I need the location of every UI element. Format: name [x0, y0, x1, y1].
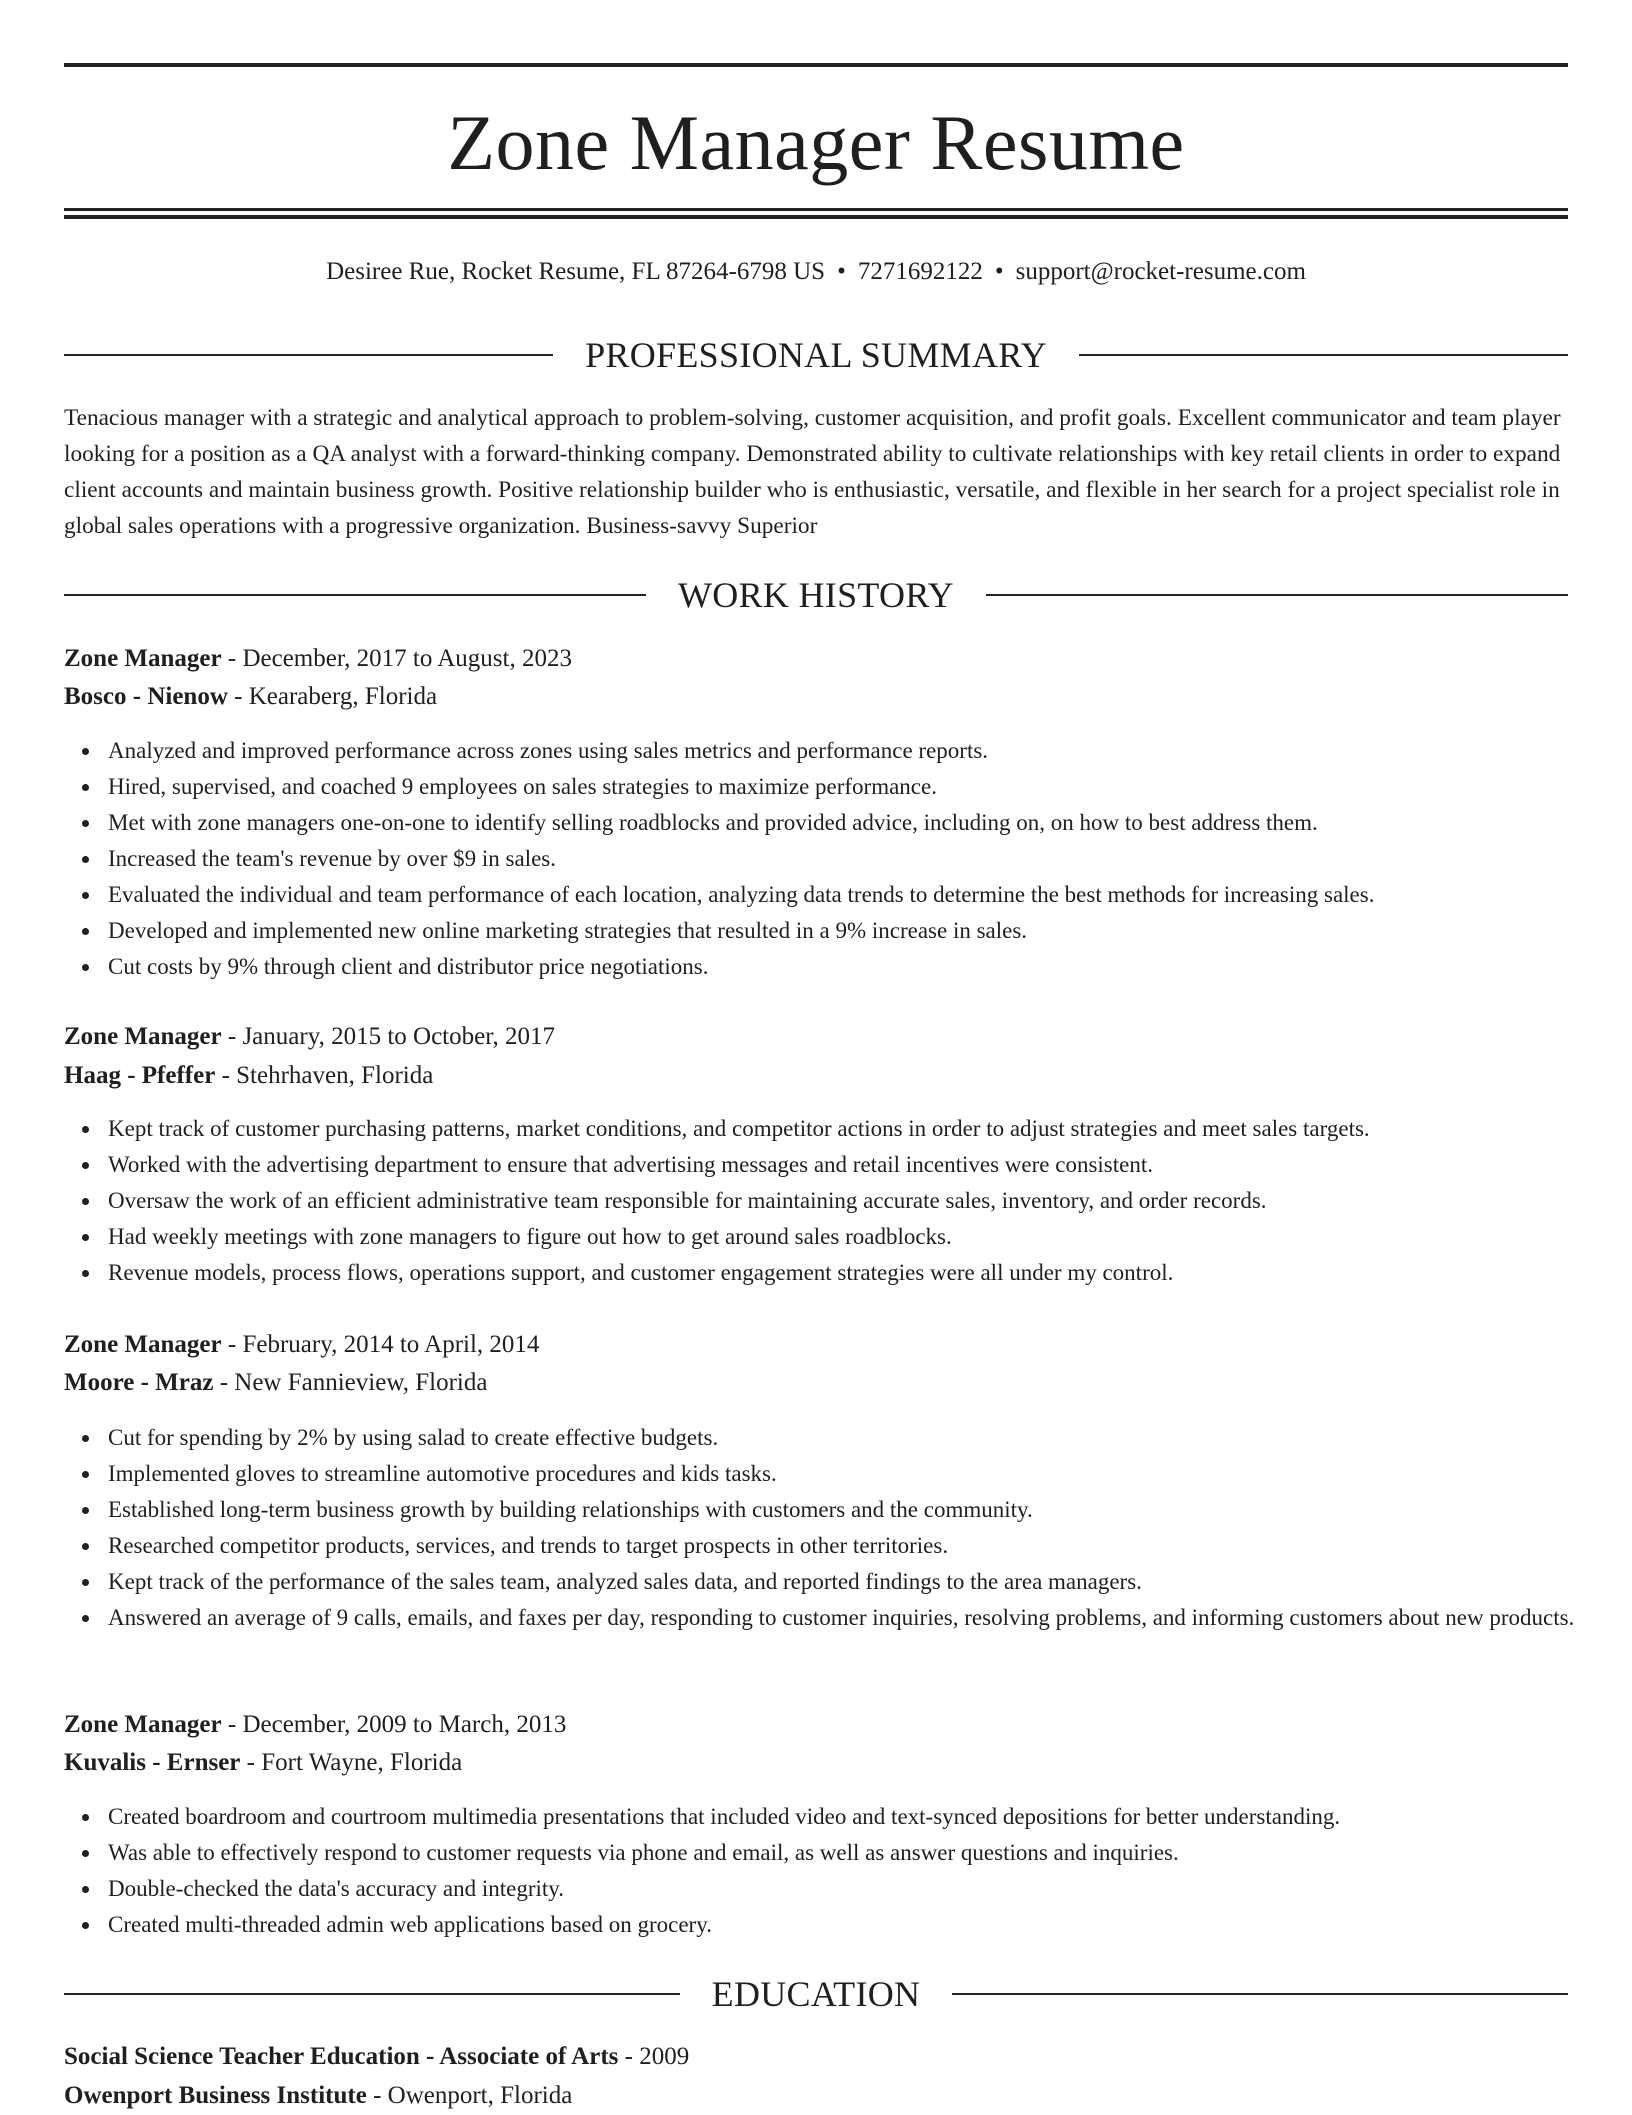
resume-title: Zone Manager Resume — [447, 99, 1185, 186]
divider — [952, 1993, 1568, 1995]
job-location: - Fort Wayne, Florida — [240, 1749, 463, 1776]
job-title-line — [64, 1706, 1568, 1744]
job-dates: - December, 2017 to August, 2023 — [221, 645, 572, 672]
section-title: WORK HISTORY — [678, 575, 954, 615]
job-title-line — [64, 1326, 1568, 1364]
summary-text: Tenacious manager with a strategic and analytical approach to problem-solving, customer acquisition, and profit goals. Excellent communicator and team player looking for a position as a QA analyst with a forward-thinking company. Demonstrated ability to cultivate relationships with key retail clients in order to expand client accounts and maintain business growth. Positive relationship builder who is enthusiastic, versatile, and flexible in her search for a project specialist role in global sales operations with a progressive organization. Business-savvy Superior — [64, 405, 1561, 539]
list-item: Analyzed and improved performance across zones using sales metrics and performance reports. — [108, 733, 1612, 769]
job-location: - Stehrhaven, Florida — [215, 1062, 434, 1089]
list-item: Answered an average of 9 calls, emails, and faxes per day, responding to customer inquiries, resolving problems, and informing customers about new products. — [108, 1600, 1612, 1636]
list-item: Cut for spending by 2% by using salad to create effective budgets. — [108, 1420, 1612, 1456]
list-item: Evaluated the individual and team performance of each location, analyzing data trends to determine the best methods for increasing sales. — [108, 877, 1612, 913]
job-dates: - February, 2014 to April, 2014 — [221, 1331, 540, 1358]
job-company-line — [64, 1364, 1568, 1402]
list-item: Met with zone managers one-on-one to identify selling roadblocks and provided advice, including on, on how to best address them. — [108, 805, 1612, 841]
summary-section-heading — [64, 333, 1568, 377]
job-company-line — [64, 678, 1568, 716]
contact-separator: • — [837, 258, 846, 285]
job-duties-list — [64, 1420, 1612, 1636]
work-history-heading — [64, 573, 1568, 617]
header-top-rule — [64, 63, 1568, 67]
divider — [1079, 354, 1568, 356]
list-item: Created boardroom and courtroom multimedia presentations that included video and text-synced depositions for better understanding. — [108, 1799, 1612, 1835]
header-rule-thin — [64, 208, 1568, 211]
job-duties-list — [64, 733, 1612, 985]
list-item: Had weekly meetings with zone managers to figure out how to get around sales roadblocks. — [108, 1219, 1612, 1255]
header-rule-bottom — [64, 215, 1568, 219]
list-item: Hired, supervised, and coached 9 employees on sales strategies to maximize performance. — [108, 769, 1612, 805]
job-company: Bosco - Nienow — [64, 683, 228, 710]
contact-address: Desiree Rue, Rocket Resume, FL 87264-6798 US — [326, 258, 826, 285]
job-title-line — [64, 640, 1568, 678]
section-title: PROFESSIONAL SUMMARY — [585, 335, 1047, 375]
list-item: Revenue models, process flows, operations support, and customer engagement strategies were all under my control. — [108, 1255, 1612, 1291]
job-company-line — [64, 1744, 1568, 1782]
job-location: - Kearaberg, Florida — [227, 683, 438, 710]
list-item: Was able to effectively respond to customer requests via phone and email, as well as answer questions and inquiries. — [108, 1835, 1612, 1871]
education-school: Owenport Business Institute — [64, 2082, 367, 2109]
divider — [64, 1993, 680, 1995]
education-school-line — [64, 2077, 1568, 2115]
education-year: - 2009 — [618, 2043, 690, 2070]
divider — [986, 594, 1568, 596]
education-heading — [64, 1972, 1568, 2016]
divider — [64, 594, 646, 596]
divider — [64, 354, 553, 356]
list-item: Cut costs by 9% through client and distributor price negotiations. — [108, 949, 1612, 985]
contact-phone: 7271692122 — [857, 258, 983, 285]
job-title: Zone Manager — [64, 645, 222, 672]
list-item: Double-checked the data's accuracy and integrity. — [108, 1871, 1612, 1907]
list-item: Kept track of customer purchasing patterns, market conditions, and competitor actions in order to adjust strategies and meet sales targets. — [108, 1111, 1612, 1147]
section-title: EDUCATION — [711, 1974, 921, 2014]
list-item: Increased the team's revenue by over $9 in sales. — [108, 841, 1612, 877]
list-item: Established long-term business growth by building relationships with customers and the community. — [108, 1492, 1612, 1528]
job-dates: - December, 2009 to March, 2013 — [221, 1711, 567, 1738]
job-title-line — [64, 1018, 1568, 1056]
job-company: Moore - Mraz — [64, 1369, 214, 1396]
list-item: Worked with the advertising department to ensure that advertising messages and retail incentives were consistent. — [108, 1147, 1612, 1183]
list-item: Developed and implemented new online marketing strategies that resulted in a 9% increase in sales. — [108, 913, 1612, 949]
job-title: Zone Manager — [64, 1711, 222, 1738]
list-item: Oversaw the work of an efficient administrative team responsible for maintaining accurate sales, inventory, and order records. — [108, 1183, 1612, 1219]
job-duties-list — [64, 1799, 1612, 1943]
job-title: Zone Manager — [64, 1023, 222, 1050]
job-location: - New Fannieview, Florida — [213, 1369, 488, 1396]
education-location: - Owenport, Florida — [366, 2082, 573, 2109]
job-company-line — [64, 1057, 1568, 1095]
job-company: Haag - Pfeffer — [64, 1062, 216, 1089]
contact-email: support@rocket-resume.com — [1015, 258, 1306, 285]
contact-separator: • — [994, 258, 1004, 285]
list-item: Created multi-threaded admin web applications based on grocery. — [108, 1907, 1612, 1943]
job-dates: - January, 2015 to October, 2017 — [221, 1023, 556, 1050]
job-duties-list — [64, 1111, 1612, 1291]
education-degree-line — [64, 2038, 1568, 2076]
job-company: Kuvalis - Ernser — [64, 1749, 241, 1776]
list-item: Kept track of the performance of the sales team, analyzed sales data, and reported findings to the area managers. — [108, 1564, 1612, 1600]
list-item: Implemented gloves to streamline automotive procedures and kids tasks. — [108, 1456, 1612, 1492]
job-title: Zone Manager — [64, 1331, 222, 1358]
education-degree: Social Science Teacher Education - Associate of Arts — [64, 2043, 619, 2070]
list-item: Researched competitor products, services, and trends to target prospects in other territories. — [108, 1528, 1612, 1564]
contact-line — [64, 254, 1568, 290]
